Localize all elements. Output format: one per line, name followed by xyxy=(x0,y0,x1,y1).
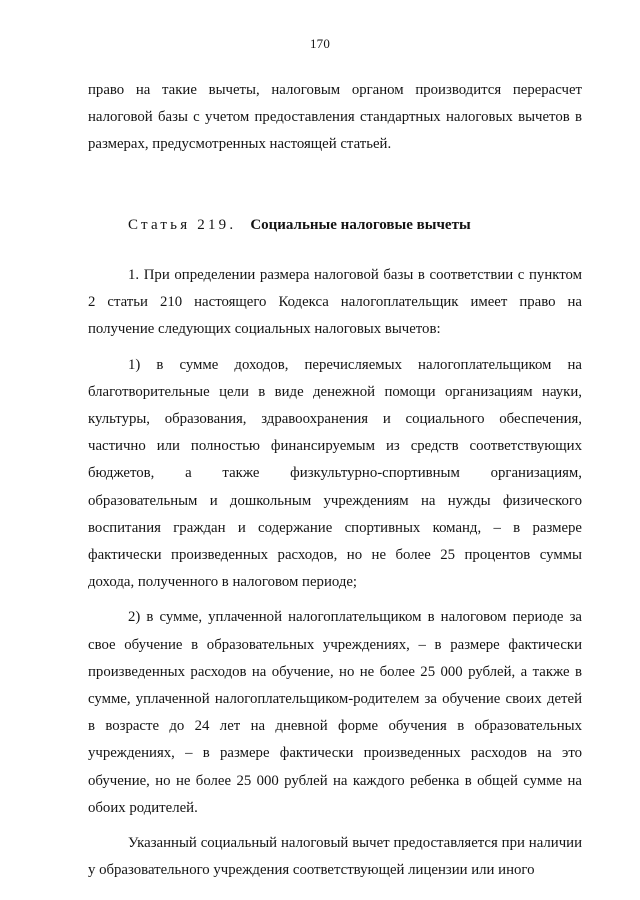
paragraph-1: 1. При определении размера налоговой базы в соответствии с пунктом 2 статьи 210 настоящего Кодекса налогоплательщик имеет право на получение следующих социальных налоговых вычетов: xyxy=(88,267,582,338)
paragraph-item-2: 2) в сумме, уплаченной налогоплательщиком в налоговом периоде за свое обучение в образовательных учреждениях, – в размере фактически произведенных расходов на обучение, но не более 25 000 рублей, а также в сумме, уплаченной налогоплательщиком-родителем за обучение своих детей в возрасте до 24 лет на дневной форме обучения в образовательных учреждениях, – в размере фактически произведенных расходов на это обучение, но не более 25 000 рублей на каждого ребенка в общей сумме на обоих родителей. xyxy=(88,609,582,816)
article-label: Статья 219. xyxy=(128,217,237,233)
article-heading xyxy=(128,212,471,239)
paragraph-note: Указанный социальный налоговый вычет предоставляется при наличии у образовательного учреждения соответствующей лицензии или иного xyxy=(88,835,582,879)
paragraph-item-1: 1) в сумме доходов, перечисляемых налогоплательщиком на благотворительные цели в виде денежной помощи организациям науки, культуры, образования, здравоохранения и социального обеспечения, частично или полностью финансируемым из средств соответствующих бюджетов, а также физкультурно-спортивным организациям, образовательным и дошкольным учреждениям на нужды физического воспитания граждан и содержание спортивных команд, – в размере фактически произведенных расходов, но не более 25 процентов суммы дохода, полученного в налоговом периоде; xyxy=(88,356,582,591)
article-body xyxy=(88,262,582,884)
article-title: Социальные налоговые вычеты xyxy=(250,217,471,233)
page-number: 170 xyxy=(309,36,331,51)
continuation-text xyxy=(88,77,582,159)
continuation-paragraph: право на такие вычеты, налоговым органом производится перерасчет налоговой базы с учетом предоставления стандартных налоговых вычетов в размерах, предусмотренных настоящей статьей. xyxy=(88,82,582,153)
